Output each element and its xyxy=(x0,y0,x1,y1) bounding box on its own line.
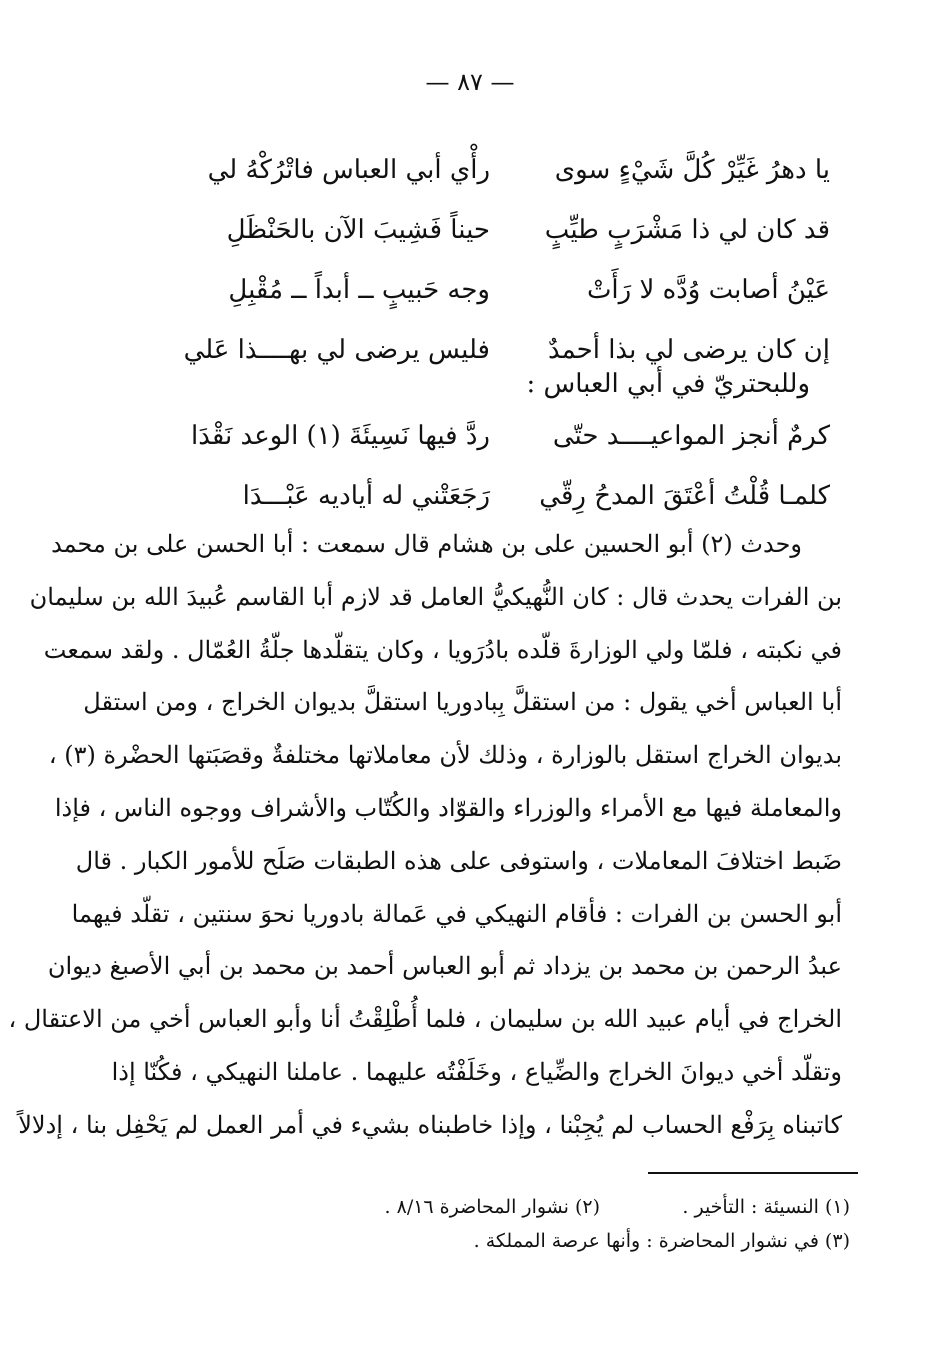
footnote-divider xyxy=(648,1172,858,1174)
prose-line: وتقلّد أخي ديوانَ الخراج والضِّياع ، وخَلَفْتُه عليهما . عاملنا النهيكي ، فكُنّا إذا xyxy=(111,1057,842,1086)
hemistich-second: ردَّ فيها نَسِيئَةَ (١) الوعد نَقْدَا xyxy=(191,421,490,451)
footnote-3: (٣) في نشوار المحاضرة : وأنها عرصة المملكة . xyxy=(473,1230,850,1252)
prose-body xyxy=(8,522,842,1156)
verse xyxy=(190,148,830,208)
hemistich-second: رأْي أبي العباس فاتْرُكْهُ لي xyxy=(207,155,490,185)
hemistich-first: قد كان لي ذا مَشْرَبٍ طيِّبٍ xyxy=(544,215,830,245)
prose-line: بديوان الخراج استقل بالوزارة ، وذلك لأن معاملاتها مختلفةٌ وقصَبَتها الحضْرة (٣) ، xyxy=(48,741,842,770)
prose-line: كاتبناه بِرَفْع الحساب لم يُجِبْنا ، وإذا خاطبناه بشيء في أمر العمل لم يَحْفِل بنا ، إدلالاً xyxy=(18,1110,842,1139)
footnote-2: (٢) نشوار المحاضرة ٨/١٦ . xyxy=(384,1196,600,1218)
prose-line: عبدُ الرحمن بن محمد بن يزداد ثم أبو العباس أحمد بن محمد بن أبي الأصبغ ديوان xyxy=(47,952,842,981)
hemistich-first: كرمٌ أنجز المواعيــــد حتّى xyxy=(552,421,830,451)
footnote-row xyxy=(250,1192,850,1226)
verse xyxy=(190,268,830,328)
footnotes xyxy=(250,1192,850,1260)
poem-block-2 xyxy=(190,414,830,534)
hemistich-second: حيناً فَشِيبَ الآن بالحَنْظَلِ xyxy=(226,215,490,245)
poem-intro: وللبحتريّ في أبي العباس : xyxy=(526,369,810,399)
prose-line: أبا العباس أخي يقول : من استقلَّ بِبادوريا استقلَّ بديوان الخراج ، ومن استقل xyxy=(83,688,842,717)
prose-line: والمعاملة فيها مع الأمراء والوزراء والقوّاد والكُتّاب والأشراف ووجوه الناس ، فإذا xyxy=(54,793,842,822)
verse xyxy=(190,414,830,474)
hemistich-second: وجه حَبيبٍ ــ أبداً ــ مُقْبِلِ xyxy=(228,275,490,305)
page-number: — ٨٧ — xyxy=(425,68,515,96)
prose-line: في نكبته ، فلمّا ولي الوزارةَ قلّده بادُرَويا ، وكان يتقلّدها جلّةُ العُمّال . ولقد سمعت xyxy=(43,635,842,664)
prose-line: ضَبط اختلافَ المعاملات ، واستوفى على هذه الطبقات صَلَح للأمور الكبار . قال xyxy=(75,846,842,875)
prose-line: أبو الحسن بن الفرات : فأقام النهيكي في عَمالة بادوريا نحوَ سنتين ، تقلّد فيهما xyxy=(71,899,842,928)
hemistich-first: إن كان يرضى لي بذا أحمدٌ xyxy=(547,335,830,365)
hemistich-first: عَيْنُ أصابت وُدَّه لا رَأَتْ xyxy=(586,275,830,305)
footnote-1: (١) النسيئة : التأخير . xyxy=(682,1196,850,1218)
hemistich-second: فليس يرضى لي بهــــذا عَلي xyxy=(183,335,490,365)
hemistich-first: يا دهرُ غَيِّرْ كُلَّ شَيْءٍ سوى xyxy=(554,155,830,185)
verse xyxy=(190,208,830,268)
prose-line: وحدث (٢) أبو الحسين على بن هشام قال سمعت : أبا الحسن على بن محمد xyxy=(51,530,802,558)
hemistich-second: رَجَعَتْني له أياديه عَبْـــدَا xyxy=(242,481,490,511)
prose-line: بن الفرات يحدث قال : كان النُّهيكيُّ العامل قد لازم أبا القاسم عُبيدَ الله بن سليمان xyxy=(29,582,842,611)
prose-line: الخراج في أيام عبيد الله بن سليمان ، فلما أُطْلِقْتُ أنا وأبو العباس أخي من الاعتقال ، xyxy=(8,1005,842,1034)
hemistich-first: كلمـا قُلْتُ أعْتَقَ المدحُ رِقّي xyxy=(539,481,830,511)
footnote-row xyxy=(250,1226,850,1260)
poem-block-1 xyxy=(183,148,830,388)
